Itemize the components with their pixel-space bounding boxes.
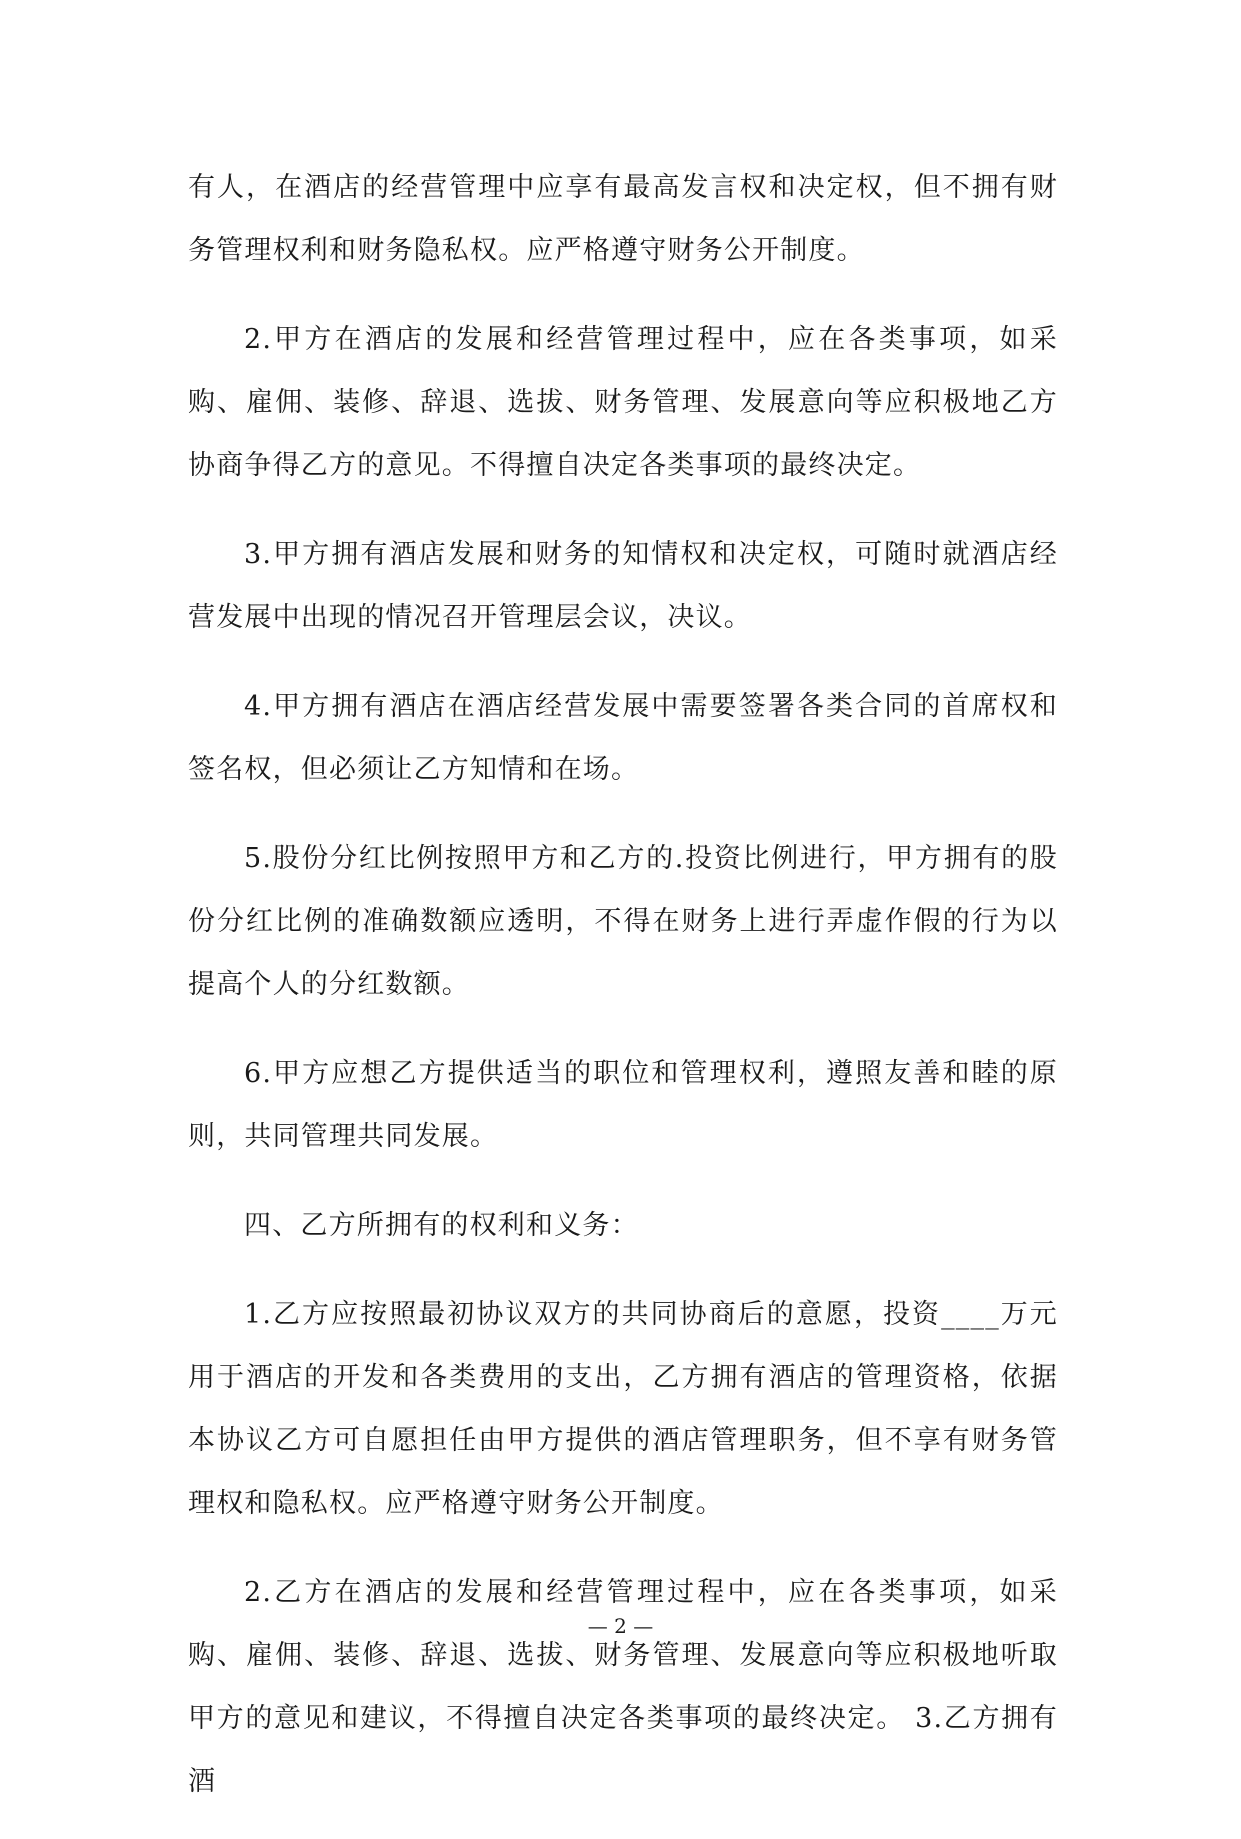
paragraph-clause-a5: 5.股份分红比例按照甲方和乙方的.投资比例进行，甲方拥有的股份分红比例的准确数额应透明，不得在财务上进行弄虚作假的行为以提高个人的分红数额。 xyxy=(188,843,1058,1000)
paragraph-clause-b2: 2.乙方在酒店的发展和经营管理过程中，应在各类事项，如采购、雇佣、装修、辞退、选拔、财务管理、发展意向等应积极地听取甲方的意见和建议，不得擅自决定各类事项的最终决定。 3.乙方拥有酒 xyxy=(188,1577,1058,1797)
paragraph-clause-b1: 1.乙方应按照最初协议双方的共同协商后的意愿，投资____万元用于酒店的开发和各类费用的支出，乙方拥有酒店的管理资格，依据本协议乙方可自愿担任由甲方提供的酒店管理职务，但不享有财务管理权和隐私权。应严格遵守财务公开制度。 xyxy=(188,1299,1058,1519)
paragraph-clause-a6: 6.甲方应想乙方提供适当的职位和管理权利，遵照友善和睦的原则，共同管理共同发展。 xyxy=(188,1058,1058,1152)
paragraph-continuation: 有人，在酒店的经营管理中应享有最高发言权和决定权，但不拥有财务管理权利和财务隐私权。应严格遵守财务公开制度。 xyxy=(188,172,1058,266)
paragraph-clause-a2: 2.甲方在酒店的发展和经营管理过程中，应在各类事项，如采购、雇佣、装修、辞退、选拔、财务管理、发展意向等应积极地乙方协商争得乙方的意见。不得擅自决定各类事项的最终决定。 xyxy=(188,324,1058,481)
page-number: — 2 — xyxy=(587,1614,654,1638)
paragraph-clause-a3: 3.甲方拥有酒店发展和财务的知情权和决定权，可随时就酒店经营发展中出现的情况召开管理层会议，决议。 xyxy=(188,539,1058,633)
document-page xyxy=(188,156,1058,1839)
paragraph-clause-a4: 4.甲方拥有酒店在酒店经营发展中需要签署各类合同的首席权和签名权，但必须让乙方知情和在场。 xyxy=(188,691,1058,785)
section-heading-party-b: 四、乙方所拥有的权利和义务： xyxy=(244,1210,639,1241)
